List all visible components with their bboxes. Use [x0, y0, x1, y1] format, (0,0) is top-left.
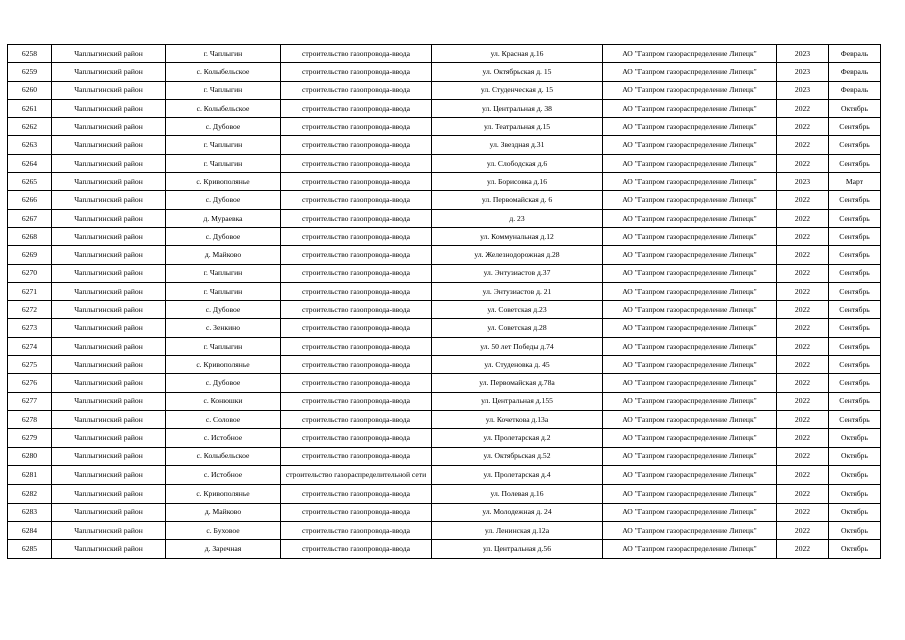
month-cell: Сентябрь — [829, 191, 881, 209]
settlement-cell: с. Кривополянье — [166, 173, 281, 191]
table-row — [8, 521, 881, 539]
address-cell: ул. 50 лет Победы д.74 — [432, 337, 603, 355]
year-cell: 2022 — [777, 503, 829, 521]
work-type-cell: строительство газопровода-ввода — [281, 173, 432, 191]
work-type-cell: строительство газопровода-ввода — [281, 154, 432, 172]
row-number: 6272 — [8, 301, 52, 319]
row-number: 6283 — [8, 503, 52, 521]
organization-cell: АО "Газпром газораспределение Липецк" — [603, 429, 777, 447]
work-type-cell: строительство газораспределительной сети — [281, 465, 432, 485]
table-row — [8, 118, 881, 136]
settlement-cell: с. Колыбельское — [166, 99, 281, 117]
district-cell: Чаплыгинский район — [52, 264, 166, 282]
table-row — [8, 540, 881, 558]
work-type-cell: строительство газопровода-ввода — [281, 447, 432, 465]
district-cell: Чаплыгинский район — [52, 447, 166, 465]
month-cell: Октябрь — [829, 447, 881, 465]
organization-cell: АО "Газпром газораспределение Липецк" — [603, 356, 777, 374]
work-type-cell: строительство газопровода-ввода — [281, 63, 432, 81]
row-number: 6279 — [8, 429, 52, 447]
address-cell: ул. Центральная д.155 — [432, 392, 603, 410]
month-cell: Сентябрь — [829, 264, 881, 282]
district-cell: Чаплыгинский район — [52, 485, 166, 503]
district-cell: Чаплыгинский район — [52, 154, 166, 172]
organization-cell: АО "Газпром газораспределение Липецк" — [603, 540, 777, 558]
work-type-cell: строительство газопровода-ввода — [281, 209, 432, 227]
table-row — [8, 99, 881, 117]
district-cell: Чаплыгинский район — [52, 503, 166, 521]
organization-cell: АО "Газпром газораспределение Липецк" — [603, 63, 777, 81]
district-cell: Чаплыгинский район — [52, 227, 166, 245]
table-row — [8, 173, 881, 191]
address-cell: ул. Полевая д.16 — [432, 485, 603, 503]
work-type-cell: строительство газопровода-ввода — [281, 521, 432, 539]
organization-cell: АО "Газпром газораспределение Липецк" — [603, 319, 777, 337]
row-number: 6265 — [8, 173, 52, 191]
work-type-cell: строительство газопровода-ввода — [281, 301, 432, 319]
settlement-cell: с. Буховое — [166, 521, 281, 539]
table-row — [8, 319, 881, 337]
row-number: 6266 — [8, 191, 52, 209]
organization-cell: АО "Газпром газораспределение Липецк" — [603, 45, 777, 63]
year-cell: 2022 — [777, 410, 829, 428]
month-cell: Сентябрь — [829, 319, 881, 337]
row-number: 6275 — [8, 356, 52, 374]
organization-cell: АО "Газпром газораспределение Липецк" — [603, 136, 777, 154]
table-row — [8, 191, 881, 209]
work-type-cell: строительство газопровода-ввода — [281, 374, 432, 392]
month-cell: Сентябрь — [829, 337, 881, 355]
work-type-cell: строительство газопровода-ввода — [281, 503, 432, 521]
address-cell: д. 23 — [432, 209, 603, 227]
row-number: 6262 — [8, 118, 52, 136]
settlement-cell: д. Майково — [166, 503, 281, 521]
settlement-cell: г. Чаплыгин — [166, 337, 281, 355]
work-type-cell: строительство газопровода-ввода — [281, 392, 432, 410]
organization-cell: АО "Газпром газораспределение Липецк" — [603, 392, 777, 410]
year-cell: 2022 — [777, 154, 829, 172]
work-type-cell: строительство газопровода-ввода — [281, 264, 432, 282]
settlement-cell: г. Чаплыгин — [166, 154, 281, 172]
district-cell: Чаплыгинский район — [52, 209, 166, 227]
row-number: 6285 — [8, 540, 52, 558]
settlement-cell: с. Дубовое — [166, 191, 281, 209]
row-number: 6284 — [8, 521, 52, 539]
organization-cell: АО "Газпром газораспределение Липецк" — [603, 209, 777, 227]
address-cell: ул. Первомайская д. 6 — [432, 191, 603, 209]
work-type-cell: строительство газопровода-ввода — [281, 410, 432, 428]
organization-cell: АО "Газпром газораспределение Липецк" — [603, 503, 777, 521]
year-cell: 2022 — [777, 99, 829, 117]
month-cell: Сентябрь — [829, 392, 881, 410]
row-number: 6273 — [8, 319, 52, 337]
month-cell: Октябрь — [829, 540, 881, 558]
organization-cell: АО "Газпром газораспределение Липецк" — [603, 282, 777, 300]
month-cell: Октябрь — [829, 521, 881, 539]
row-number: 6270 — [8, 264, 52, 282]
table-row — [8, 410, 881, 428]
settlement-cell: с. Истобное — [166, 465, 281, 485]
settlement-cell: г. Чаплыгин — [166, 81, 281, 99]
row-number: 6261 — [8, 99, 52, 117]
settlement-cell: с. Колыбельское — [166, 63, 281, 81]
organization-cell: АО "Газпром газораспределение Липецк" — [603, 485, 777, 503]
year-cell: 2022 — [777, 447, 829, 465]
address-cell: ул. Слободская д.6 — [432, 154, 603, 172]
work-type-cell: строительство газопровода-ввода — [281, 99, 432, 117]
row-number: 6264 — [8, 154, 52, 172]
row-number: 6268 — [8, 227, 52, 245]
row-number: 6276 — [8, 374, 52, 392]
year-cell: 2022 — [777, 282, 829, 300]
organization-cell: АО "Газпром газораспределение Липецк" — [603, 521, 777, 539]
organization-cell: АО "Газпром газораспределение Липецк" — [603, 301, 777, 319]
organization-cell: АО "Газпром газораспределение Липецк" — [603, 337, 777, 355]
address-cell: ул. Октябрьская д. 15 — [432, 63, 603, 81]
district-cell: Чаплыгинский район — [52, 301, 166, 319]
table-row — [8, 154, 881, 172]
work-type-cell: строительство газопровода-ввода — [281, 45, 432, 63]
settlement-cell: с. Истобное — [166, 429, 281, 447]
row-number: 6271 — [8, 282, 52, 300]
settlement-cell: с. Дубовое — [166, 301, 281, 319]
year-cell: 2022 — [777, 392, 829, 410]
address-cell: ул. Молодежная д. 24 — [432, 503, 603, 521]
organization-cell: АО "Газпром газораспределение Липецк" — [603, 227, 777, 245]
table-row — [8, 45, 881, 63]
district-cell: Чаплыгинский район — [52, 45, 166, 63]
year-cell: 2022 — [777, 465, 829, 485]
district-cell: Чаплыгинский район — [52, 540, 166, 558]
address-cell: ул. Театральная д.15 — [432, 118, 603, 136]
table-row — [8, 485, 881, 503]
district-cell: Чаплыгинский район — [52, 392, 166, 410]
year-cell: 2022 — [777, 301, 829, 319]
address-cell: ул. Ленинская д.12а — [432, 521, 603, 539]
row-number: 6282 — [8, 485, 52, 503]
month-cell: Февраль — [829, 45, 881, 63]
row-number: 6280 — [8, 447, 52, 465]
address-cell: ул. Студенческая д. 15 — [432, 81, 603, 99]
table-row — [8, 301, 881, 319]
settlement-cell: г. Чаплыгин — [166, 264, 281, 282]
settlement-cell: с. Колыбельское — [166, 447, 281, 465]
address-cell: ул. Звездная д.31 — [432, 136, 603, 154]
organization-cell: АО "Газпром газораспределение Липецк" — [603, 99, 777, 117]
year-cell: 2022 — [777, 209, 829, 227]
organization-cell: АО "Газпром газораспределение Липецк" — [603, 465, 777, 485]
month-cell: Сентябрь — [829, 301, 881, 319]
settlement-cell: с. Кривополянье — [166, 485, 281, 503]
district-cell: Чаплыгинский район — [52, 374, 166, 392]
row-number: 6277 — [8, 392, 52, 410]
address-cell: ул. Железнодорожная д.28 — [432, 246, 603, 264]
address-cell: ул. Центральная д. 38 — [432, 99, 603, 117]
gasification-table — [7, 44, 881, 559]
year-cell: 2022 — [777, 429, 829, 447]
year-cell: 2022 — [777, 374, 829, 392]
table-row — [8, 209, 881, 227]
table-body — [8, 45, 881, 559]
month-cell: Октябрь — [829, 429, 881, 447]
year-cell: 2022 — [777, 136, 829, 154]
month-cell: Октябрь — [829, 465, 881, 485]
organization-cell: АО "Газпром газораспределение Липецк" — [603, 154, 777, 172]
address-cell: ул. Первомайская д.78а — [432, 374, 603, 392]
district-cell: Чаплыгинский район — [52, 99, 166, 117]
organization-cell: АО "Газпром газораспределение Липецк" — [603, 81, 777, 99]
table-row — [8, 465, 881, 485]
month-cell: Сентябрь — [829, 118, 881, 136]
table-row — [8, 503, 881, 521]
district-cell: Чаплыгинский район — [52, 465, 166, 485]
settlement-cell: с. Конюшки — [166, 392, 281, 410]
district-cell: Чаплыгинский район — [52, 319, 166, 337]
district-cell: Чаплыгинский район — [52, 282, 166, 300]
address-cell: ул. Коммунальная д.12 — [432, 227, 603, 245]
table-row — [8, 392, 881, 410]
year-cell: 2022 — [777, 118, 829, 136]
month-cell: Сентябрь — [829, 154, 881, 172]
year-cell: 2022 — [777, 319, 829, 337]
work-type-cell: строительство газопровода-ввода — [281, 485, 432, 503]
row-number: 6267 — [8, 209, 52, 227]
settlement-cell: с. Соловое — [166, 410, 281, 428]
month-cell: Октябрь — [829, 99, 881, 117]
table-row — [8, 447, 881, 465]
table-row — [8, 374, 881, 392]
address-cell: ул. Пролетарская д.4 — [432, 465, 603, 485]
work-type-cell: строительство газопровода-ввода — [281, 191, 432, 209]
year-cell: 2023 — [777, 173, 829, 191]
work-type-cell: строительство газопровода-ввода — [281, 118, 432, 136]
settlement-cell: д. Заречная — [166, 540, 281, 558]
year-cell: 2023 — [777, 81, 829, 99]
district-cell: Чаплыгинский район — [52, 136, 166, 154]
address-cell: ул. Энтузиастов д. 21 — [432, 282, 603, 300]
address-cell: ул. Красная д.16 — [432, 45, 603, 63]
table-row — [8, 429, 881, 447]
district-cell: Чаплыгинский район — [52, 173, 166, 191]
row-number: 6278 — [8, 410, 52, 428]
work-type-cell: строительство газопровода-ввода — [281, 429, 432, 447]
year-cell: 2022 — [777, 246, 829, 264]
work-type-cell: строительство газопровода-ввода — [281, 246, 432, 264]
year-cell: 2022 — [777, 540, 829, 558]
work-type-cell: строительство газопровода-ввода — [281, 136, 432, 154]
address-cell: ул. Пролетарская д.2 — [432, 429, 603, 447]
district-cell: Чаплыгинский район — [52, 429, 166, 447]
district-cell: Чаплыгинский район — [52, 191, 166, 209]
table-row — [8, 337, 881, 355]
row-number: 6260 — [8, 81, 52, 99]
district-cell: Чаплыгинский район — [52, 356, 166, 374]
organization-cell: АО "Газпром газораспределение Липецк" — [603, 191, 777, 209]
table-row — [8, 227, 881, 245]
district-cell: Чаплыгинский район — [52, 246, 166, 264]
month-cell: Сентябрь — [829, 356, 881, 374]
district-cell: Чаплыгинский район — [52, 410, 166, 428]
month-cell: Февраль — [829, 81, 881, 99]
district-cell: Чаплыгинский район — [52, 118, 166, 136]
month-cell: Сентябрь — [829, 410, 881, 428]
table-row — [8, 246, 881, 264]
year-cell: 2022 — [777, 264, 829, 282]
address-cell: ул. Энтузиастов д.37 — [432, 264, 603, 282]
year-cell: 2022 — [777, 227, 829, 245]
work-type-cell: строительство газопровода-ввода — [281, 227, 432, 245]
row-number: 6263 — [8, 136, 52, 154]
table-row — [8, 63, 881, 81]
month-cell: Февраль — [829, 63, 881, 81]
organization-cell: АО "Газпром газораспределение Липецк" — [603, 374, 777, 392]
district-cell: Чаплыгинский район — [52, 521, 166, 539]
settlement-cell: с. Кривополянье — [166, 356, 281, 374]
address-cell: ул. Советская д.28 — [432, 319, 603, 337]
address-cell: ул. Центральная д.56 — [432, 540, 603, 558]
month-cell: Октябрь — [829, 503, 881, 521]
table-row — [8, 81, 881, 99]
month-cell: Сентябрь — [829, 246, 881, 264]
settlement-cell: д. Мураевка — [166, 209, 281, 227]
month-cell: Март — [829, 173, 881, 191]
district-cell: Чаплыгинский район — [52, 63, 166, 81]
row-number: 6269 — [8, 246, 52, 264]
district-cell: Чаплыгинский район — [52, 337, 166, 355]
organization-cell: АО "Газпром газораспределение Липецк" — [603, 173, 777, 191]
organization-cell: АО "Газпром газораспределение Липецк" — [603, 410, 777, 428]
address-cell: ул. Борисовка д.16 — [432, 173, 603, 191]
month-cell: Сентябрь — [829, 227, 881, 245]
table-row — [8, 264, 881, 282]
month-cell: Сентябрь — [829, 374, 881, 392]
year-cell: 2022 — [777, 337, 829, 355]
year-cell: 2022 — [777, 191, 829, 209]
year-cell: 2023 — [777, 45, 829, 63]
settlement-cell: д. Майково — [166, 246, 281, 264]
work-type-cell: строительство газопровода-ввода — [281, 81, 432, 99]
work-type-cell: строительство газопровода-ввода — [281, 540, 432, 558]
month-cell: Октябрь — [829, 485, 881, 503]
work-type-cell: строительство газопровода-ввода — [281, 282, 432, 300]
row-number: 6274 — [8, 337, 52, 355]
month-cell: Сентябрь — [829, 136, 881, 154]
district-cell: Чаплыгинский район — [52, 81, 166, 99]
row-number: 6258 — [8, 45, 52, 63]
settlement-cell: с. Зенкино — [166, 319, 281, 337]
row-number: 6281 — [8, 465, 52, 485]
settlement-cell: с. Дубовое — [166, 374, 281, 392]
work-type-cell: строительство газопровода-ввода — [281, 319, 432, 337]
organization-cell: АО "Газпром газораспределение Липецк" — [603, 264, 777, 282]
table-row — [8, 356, 881, 374]
table-row — [8, 136, 881, 154]
address-cell: ул. Советская д.23 — [432, 301, 603, 319]
table-row — [8, 282, 881, 300]
row-number: 6259 — [8, 63, 52, 81]
settlement-cell: с. Дубовое — [166, 227, 281, 245]
settlement-cell: г. Чаплыгин — [166, 136, 281, 154]
organization-cell: АО "Газпром газораспределение Липецк" — [603, 246, 777, 264]
year-cell: 2022 — [777, 356, 829, 374]
settlement-cell: с. Дубовое — [166, 118, 281, 136]
organization-cell: АО "Газпром газораспределение Липецк" — [603, 447, 777, 465]
settlement-cell: г. Чаплыгин — [166, 45, 281, 63]
settlement-cell: г. Чаплыгин — [166, 282, 281, 300]
year-cell: 2023 — [777, 63, 829, 81]
address-cell: ул. Студеновка д. 45 — [432, 356, 603, 374]
work-type-cell: строительство газопровода-ввода — [281, 356, 432, 374]
work-type-cell: строительство газопровода-ввода — [281, 337, 432, 355]
year-cell: 2022 — [777, 485, 829, 503]
address-cell: ул. Октябрьская д.52 — [432, 447, 603, 465]
organization-cell: АО "Газпром газораспределение Липецк" — [603, 118, 777, 136]
month-cell: Сентябрь — [829, 282, 881, 300]
year-cell: 2022 — [777, 521, 829, 539]
month-cell: Сентябрь — [829, 209, 881, 227]
address-cell: ул. Кочеткова д.13а — [432, 410, 603, 428]
